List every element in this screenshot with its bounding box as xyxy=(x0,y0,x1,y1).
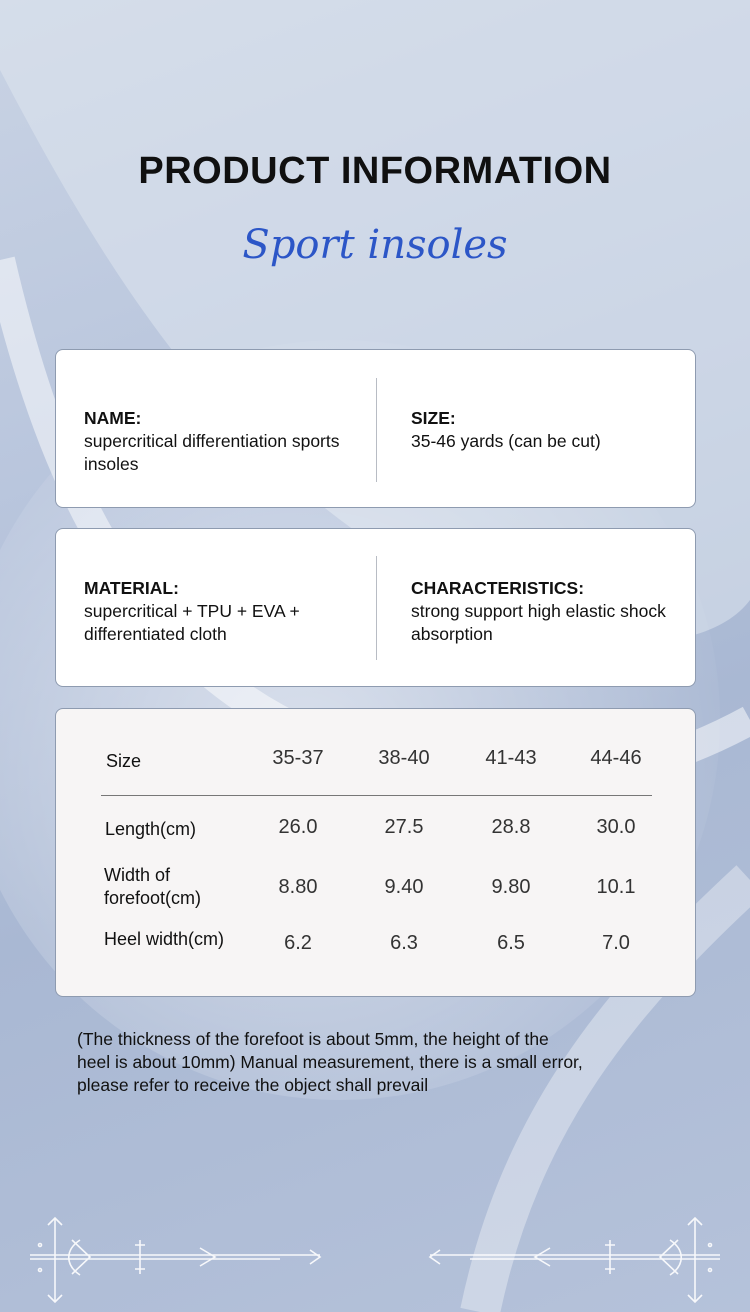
size-table xyxy=(55,708,696,997)
ornament-right-icon xyxy=(400,1210,730,1310)
name-label: NAME: xyxy=(84,408,142,428)
card-divider xyxy=(376,378,377,482)
table-cell: 30.0 xyxy=(596,816,636,838)
note-line: heel is about 10mm) Manual measurement, there is a small error, xyxy=(77,1052,583,1072)
material-cell xyxy=(84,577,364,646)
table-cell: 10.1 xyxy=(596,876,636,898)
table-cell: 6.2 xyxy=(284,932,312,954)
table-cell: 26.0 xyxy=(278,816,318,838)
table-cell: 8.80 xyxy=(278,876,318,898)
script-subtitle: Sport insoles xyxy=(242,222,508,268)
characteristics-label: CHARACTERISTICS: xyxy=(411,578,585,598)
row-label-forefoot-line1: Width of xyxy=(104,865,171,885)
table-divider xyxy=(101,795,652,796)
name-value: supercritical differentiation sports insoles xyxy=(84,431,340,474)
row-label-heel: Heel width(cm) xyxy=(104,929,225,949)
info-card-material-characteristics xyxy=(55,528,696,687)
table-cell: 9.40 xyxy=(384,876,424,898)
table-cell: 27.5 xyxy=(384,816,424,838)
table-cell: 6.3 xyxy=(390,932,418,954)
table-column-header: 35-37 xyxy=(272,747,324,769)
table-column-header: 44-46 xyxy=(590,747,642,769)
ornament-left-icon xyxy=(20,1210,350,1310)
card-divider xyxy=(376,556,377,660)
name-cell xyxy=(84,407,364,476)
info-card-name-size xyxy=(55,349,696,508)
material-label: MATERIAL: xyxy=(84,578,179,598)
page-title: PRODUCT INFORMATION xyxy=(138,150,612,192)
measurement-note xyxy=(77,1028,677,1097)
characteristics-value: strong support high elastic shock absorption xyxy=(411,601,666,644)
size-cell xyxy=(411,407,681,453)
size-label: SIZE: xyxy=(411,408,456,428)
table-cell: 9.80 xyxy=(491,876,531,898)
table-column-header: 41-43 xyxy=(485,747,537,769)
row-label-length: Length(cm) xyxy=(105,819,197,839)
material-value: supercritical + TPU + EVA + differentiated cloth xyxy=(84,601,300,644)
note-line: please refer to receive the object shall prevail xyxy=(77,1075,429,1095)
table-column-header: 38-40 xyxy=(378,747,430,769)
characteristics-cell xyxy=(411,577,681,646)
table-cell: 28.8 xyxy=(491,816,531,838)
row-label-forefoot-line2: forefoot(cm) xyxy=(104,888,202,908)
table-cell: 6.5 xyxy=(497,932,525,954)
note-line: (The thickness of the forefoot is about 5mm, the height of the xyxy=(77,1029,549,1049)
table-cell: 7.0 xyxy=(602,932,630,954)
size-value: 35-46 yards (can be cut) xyxy=(411,431,601,451)
row-label-forefoot xyxy=(104,864,201,910)
table-header-size: Size xyxy=(106,751,142,771)
